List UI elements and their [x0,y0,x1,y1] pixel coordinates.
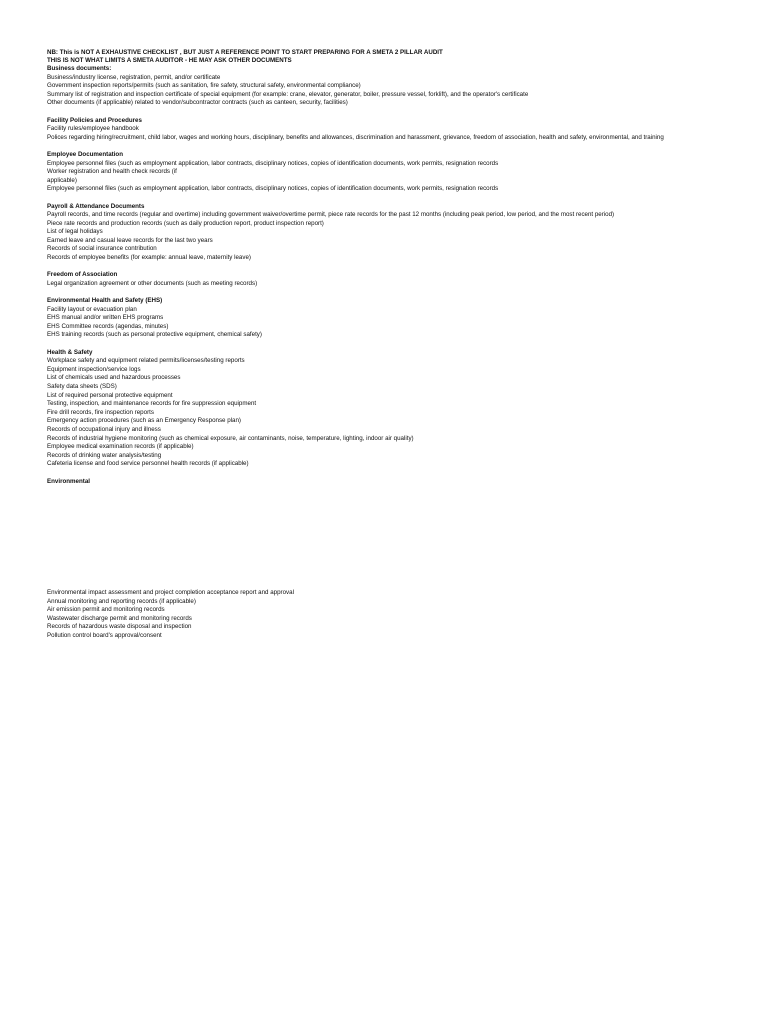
list-item: Equipment inspection/service logs [47,365,141,373]
list-item: Safety data sheets (SDS) [47,382,117,390]
section-heading: Environmental [47,477,90,485]
list-item: Employee medical examination records (if applicable) [47,443,194,451]
section-heading: Business documents: [47,65,112,72]
list-item: Government inspection reports/permits (such as sanitation, fire safety, structural safety, environmental compliance) [47,82,361,90]
blank-space [47,486,762,589]
list-item: Employee personnel files (such as employment application, labor contracts, disciplinary notices, copies of identification documents, work permits, resignation records [47,159,499,167]
section-payroll-attendance [47,203,762,263]
list-item: Testing, inspection, and maintenance records for fire suppression equipment [47,400,257,408]
section-heading: Freedom of Association [47,271,118,279]
list-item: Business/industry license, registration, permit, and/or certificate [47,73,221,81]
list-item: Records of occupational injury and illness [47,425,161,433]
list-item: Other documents (if applicable) related to vendor/subcontractor contracts (such as canteen, security, facilities) [47,99,348,107]
list-item: Wastewater discharge permit and monitoring records [47,614,192,622]
disclaimer-line-1: NB: This is NOT A EXHAUSTIVE CHECKLIST , BUT JUST A REFERENCE POINT TO START PREPARING FOR A SMETA 2 PILLAR AUDIT [47,49,443,56]
list-item: Employee personnel files (such as employment application, labor contracts, disciplinary notices, copies of identification documents, work permits, resignation records [47,185,499,193]
list-item: Polices regarding hiring/recruitment, child labor, wages and working hours, disciplinary, benefits and allowances, discrimination and harassment, grievance, freedom of association, health and safety, environmental, and training [47,133,664,141]
list-item: Records of employee benefits (for example: annual leave, maternity leave) [47,254,251,262]
section-heading: Employee Documentation [47,150,123,158]
list-item: List of chemicals used and hazardous processes [47,374,181,382]
list-item: List of required personal protective equipment [47,391,173,399]
section-health-safety [47,349,762,469]
list-item: Records of industrial hygiene monitoring (such as chemical exposure, air contaminants, noise, temperature, lighting, indoor air quality) [47,434,414,442]
environmental-list [47,589,762,641]
list-item: EHS training records (such as personal protective equipment, chemical safety) [47,331,262,339]
list-item: EHS Committee records (agendas, minutes) [47,322,169,330]
section-heading: Environmental Health and Safety (EHS) [47,297,163,305]
section-environmental [47,478,762,641]
list-item: Facility rules/employee handbook [47,125,139,133]
list-item: Worker registration and health check records (if applicable) [47,168,177,184]
list-item: Legal organization agreement or other documents (such as meeting records) [47,279,258,287]
list-item: Records of drinking water analysis/testing [47,451,162,459]
list-item: Workplace safety and equipment related permits/licenses/testing reports [47,357,245,365]
list-item: Pollution control board's approval/consent [47,632,162,640]
list-item: Cafeteria license and food service personnel health records (if applicable) [47,460,249,468]
checklist-document [47,49,762,641]
section-heading: Facility Policies and Procedures [47,116,142,124]
disclaimer-notice [47,49,762,65]
list-item: Emergency action procedures (such as an Emergency Response plan) [47,417,241,425]
list-item: Fire drill records, fire inspection reports [47,408,154,416]
section-heading: Payroll & Attendance Documents [47,202,145,210]
section-ehs [47,297,762,340]
list-item: List of legal holidays [47,228,103,236]
list-item: Payroll records, and time records (regular and overtime) including government waiver/overtime permit, piece rate records for the past 12 months (including peak period, low period, and the most recent period) [47,211,615,219]
section-employee-documentation [47,151,762,194]
section-business-documents [47,65,762,108]
list-item: Records of hazardous waste disposal and inspection [47,623,192,631]
list-item: Air emission permit and monitoring records [47,606,165,614]
disclaimer-line-2: THIS IS NOT WHAT LIMITS A SMETA AUDITOR - HE MAY ASK OTHER DOCUMENTS [47,57,292,64]
list-item: Earned leave and casual leave records for the last two years [47,236,213,244]
list-item: Piece rate records and production records (such as daily production report, product inspection report) [47,219,324,227]
list-item: Annual monitoring and reporting records (if applicable) [47,597,196,605]
list-item: Summary list of registration and inspection certificate of special equipment (for example: crane, elevator, generator, boiler, pressure vessel, forklift), and the operator's certificate [47,90,529,98]
list-item: Records of social insurance contribution [47,245,157,253]
section-heading: Health & Safety [47,348,93,356]
section-freedom-of-association [47,271,762,288]
section-facility-policies [47,117,762,143]
list-item: EHS manual and/or written EHS programs [47,314,164,322]
list-item: Facility layout or evacuation plan [47,305,137,313]
list-item: Environmental impact assessment and project completion acceptance report and approval [47,589,294,597]
